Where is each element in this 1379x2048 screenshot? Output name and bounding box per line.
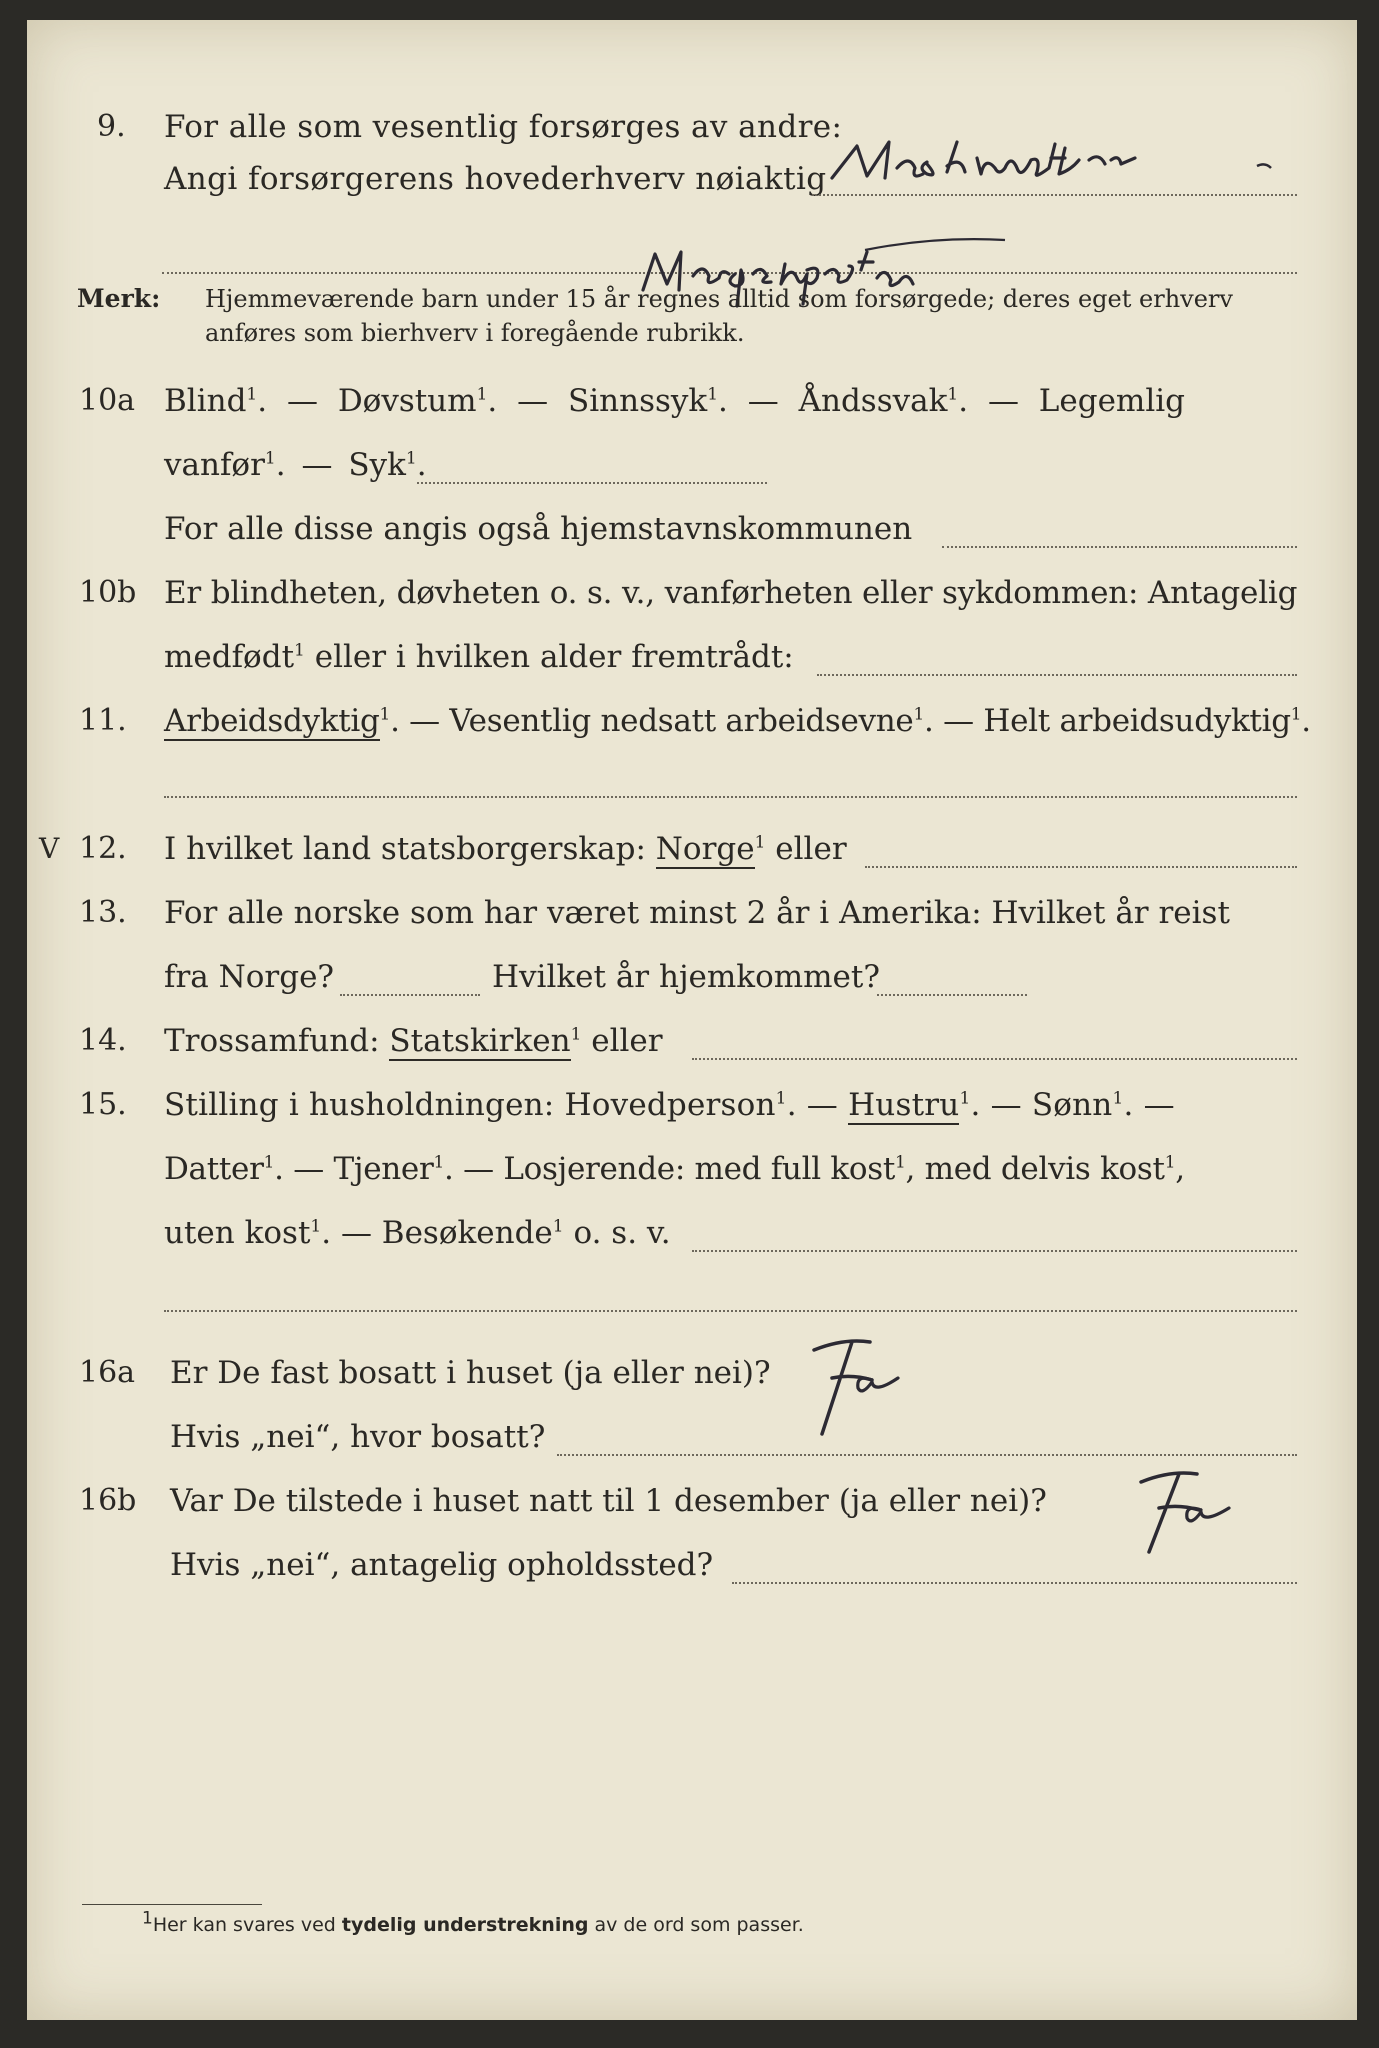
item-10b-line2 <box>27 630 1357 684</box>
item-text: medfødt$^1$ eller i hvilken alder fremtrådt: <box>164 639 794 675</box>
item-text: Hvis „nei“, antagelig opholdssted? <box>170 1547 714 1583</box>
handwritten-occupation <box>827 128 1327 198</box>
merk-label: Merk: <box>77 284 161 313</box>
item-text: I hvilket land statsborgerskap: Norge$^1$ eller <box>164 831 847 867</box>
item-text: Stilling i husholdningen: Hovedperson$^1$. — Hustru$^1$. — Sønn$^1$. — <box>164 1087 1175 1123</box>
answer-line[interactable] <box>164 1310 1297 1312</box>
item-text: Arbeidsdyktig$^1$. — Vesentlig nedsatt arbeidsevne$^1$. — Helt arbeidsudyktig$^1$. <box>164 703 1311 739</box>
item-text: uten kost$^1$. — Besøkende$^1$ o. s. v. <box>164 1215 671 1251</box>
item-10a-line2 <box>27 438 1357 492</box>
item-text: vanfør$^1$. — Syk$^1$. <box>164 447 427 483</box>
item-text: Er blindheten, døvheten o. s. v., vanførheten eller sykdommen: Antagelig <box>164 575 1298 611</box>
item-number: 11. <box>79 703 127 738</box>
item-15-line1 <box>27 1078 1357 1132</box>
item-text: Var De tilstede i huset natt til 1 desember (ja eller nei)? <box>170 1483 1047 1519</box>
item-number: 9. <box>97 109 126 144</box>
item-text: Trossamfund: Statskirken$^1$ eller <box>164 1023 663 1059</box>
answer-line[interactable] <box>865 866 1297 868</box>
answer-line[interactable] <box>557 1454 1297 1456</box>
answer-line[interactable] <box>877 994 1027 996</box>
option-blind[interactable]: Blind <box>164 383 247 419</box>
item-13-line1 <box>27 886 1357 940</box>
answer-line[interactable] <box>942 546 1297 548</box>
item-10a-line1 <box>27 374 1357 428</box>
option-datter[interactable]: Datter <box>164 1151 264 1187</box>
option-legemlig[interactable]: — Legemlig <box>987 383 1185 419</box>
option-syk[interactable]: — Syk <box>301 447 406 483</box>
footnote: 1Her kan svares ved tydelig understrekning av de ord som passer. <box>142 1908 804 1936</box>
item-text: Datter$^1$. — Tjener$^1$. — Losjerende: med full kost$^1$, med delvis kost$^1$, <box>164 1151 1185 1187</box>
option-helt-arbeidsudyktig[interactable]: . — Helt arbeidsudyktig <box>924 703 1291 739</box>
margin-check-mark: V <box>39 832 60 865</box>
option-vanfor[interactable]: vanfør <box>164 447 265 483</box>
item-text: Angi forsørgerens hovederhverv nøiaktig <box>164 161 827 197</box>
answer-line[interactable] <box>692 1250 1297 1252</box>
option-sinnssyk[interactable]: — Sinnssyk <box>517 383 708 419</box>
answer-line[interactable] <box>417 482 767 484</box>
option-hustru-selected[interactable]: Hustru <box>848 1087 960 1123</box>
option-norge-selected[interactable]: Norge <box>655 831 755 867</box>
item-number: 12. <box>79 831 127 866</box>
option-statskirken-selected[interactable]: Statskirken <box>389 1023 571 1059</box>
item-16a-line1 <box>27 1346 1357 1400</box>
item-number: 15. <box>79 1087 127 1122</box>
option-losjerende-full-kost[interactable]: . — Losjerende: med full kost <box>444 1151 895 1187</box>
item-12 <box>27 822 1357 876</box>
item-15-line3 <box>27 1206 1357 1260</box>
item-text: Hvilket år hjemkommet? <box>492 959 880 995</box>
item-10a-line3 <box>27 502 1357 556</box>
item-14 <box>27 1014 1357 1068</box>
answer-line[interactable] <box>164 796 1297 798</box>
item-number: 13. <box>79 895 127 930</box>
option-delvis-kost[interactable]: , med delvis kost <box>905 1151 1165 1187</box>
item-text: Blind$^1$. — Døvstum$^1$. — Sinnssyk$^1$. — Åndssvak$^1$. — Legemlig <box>164 383 1185 419</box>
option-uten-kost[interactable]: uten kost <box>164 1215 311 1251</box>
option-sonn[interactable]: . — Sønn <box>970 1087 1113 1123</box>
option-besokende[interactable]: . — Besøkende <box>321 1215 553 1251</box>
answer-line[interactable] <box>732 1582 1297 1584</box>
item-number: 10b <box>79 575 137 610</box>
item-text: Er De fast bosatt i huset (ja eller nei)? <box>170 1355 771 1391</box>
option-vesentlig-nedsatt[interactable]: . — Vesentlig nedsatt arbeidsevne <box>390 703 914 739</box>
item-text: For alle norske som har været minst 2 år i Amerika: Hvilket år reist <box>164 895 1230 931</box>
item-16b-line2 <box>27 1538 1357 1592</box>
census-form-page <box>27 20 1357 2020</box>
item-number: 16b <box>79 1483 137 1518</box>
merk-text: anføres som bierhverv i foregående rubrikk. <box>205 319 745 347</box>
option-andssvak[interactable]: — Åndssvak <box>747 383 948 419</box>
item-number: 16a <box>79 1355 136 1390</box>
option-dovstum[interactable]: — Døvstum <box>286 383 477 419</box>
footnote-divider <box>82 1904 262 1905</box>
item-15-line2 <box>27 1142 1357 1196</box>
merk-text: Hjemmeværende barn under 15 år regnes alltid som forsørgede; deres eget erhverv <box>205 285 1233 313</box>
answer-line[interactable] <box>340 994 480 996</box>
item-text: fra Norge? <box>164 959 335 995</box>
item-text: For alle som vesentlig forsørges av andre: <box>164 109 843 145</box>
option-tjener[interactable]: . — Tjener <box>274 1151 434 1187</box>
item-number: 14. <box>79 1023 127 1058</box>
item-10b-line1 <box>27 566 1357 620</box>
item-text: Hvis „nei“, hvor bosatt? <box>170 1419 546 1455</box>
item-number: 10a <box>79 383 136 418</box>
option-hovedperson[interactable]: Stilling i husholdningen: Hovedperson <box>164 1087 776 1123</box>
option-medfodt[interactable]: medfødt <box>164 639 295 675</box>
option-arbeidsdyktig-selected[interactable]: Arbeidsdyktig <box>164 703 380 739</box>
answer-line[interactable] <box>817 674 1297 676</box>
item-16a-line2 <box>27 1410 1357 1464</box>
item-11-line1 <box>27 694 1357 748</box>
item-text: For alle disse angis også hjemstavnskommunen <box>164 511 913 547</box>
item-13-line2 <box>27 950 1357 1004</box>
answer-line[interactable] <box>692 1058 1297 1060</box>
